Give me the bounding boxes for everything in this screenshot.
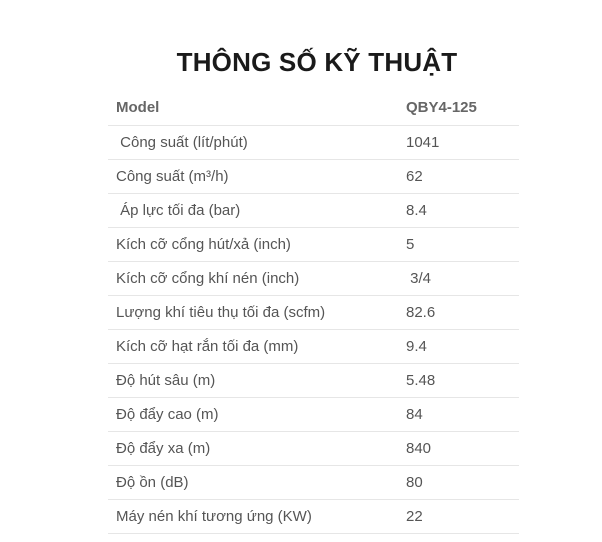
table-row [108, 160, 519, 194]
row-label: Lượng khí tiêu thụ tối đa (scfm) [108, 296, 406, 330]
table-row [108, 126, 519, 160]
row-label: Kích cỡ hạt rắn tối đa (mm) [108, 330, 406, 364]
row-value: 80 [406, 466, 519, 500]
row-value: 82.6 [406, 296, 519, 330]
row-label: Công suất (lít/phút) [108, 126, 406, 160]
spec-table [108, 91, 519, 534]
table-row [108, 296, 519, 330]
table-row [108, 466, 519, 500]
row-label: Độ hút sâu (m) [108, 364, 406, 398]
row-value: 22 [406, 500, 519, 534]
row-label: Độ ồn (dB) [108, 466, 406, 500]
table-header-row [108, 91, 519, 126]
row-value: 5 [406, 228, 519, 262]
row-label: Độ đẩy cao (m) [108, 398, 406, 432]
table-row [108, 398, 519, 432]
row-value: 62 [406, 160, 519, 194]
row-value: 1041 [406, 126, 519, 160]
table-row [108, 228, 519, 262]
row-label: Kích cỡ cổng hút/xả (inch) [108, 228, 406, 262]
page-title: THÔNG SỐ KỸ THUẬT [176, 47, 458, 77]
row-label: Áp lực tối đa (bar) [108, 194, 406, 228]
table-row [108, 364, 519, 398]
row-value: 9.4 [406, 330, 519, 364]
row-label: Độ đẩy xa (m) [108, 432, 406, 466]
table-row [108, 330, 519, 364]
row-value: 8.4 [406, 194, 519, 228]
row-label: Công suất (m³/h) [108, 160, 406, 194]
row-label: Máy nén khí tương ứng (KW) [108, 500, 406, 534]
table-row [108, 262, 519, 296]
table-row [108, 432, 519, 466]
header-label: Model [108, 91, 406, 126]
table-row [108, 194, 519, 228]
row-label: Kích cỡ cổng khí nén (inch) [108, 262, 406, 296]
table-row [108, 500, 519, 534]
header-value: QBY4-125 [406, 91, 519, 126]
row-value: 84 [406, 398, 519, 432]
row-value: 5.48 [406, 364, 519, 398]
row-value: 3/4 [406, 262, 519, 296]
row-value: 840 [406, 432, 519, 466]
